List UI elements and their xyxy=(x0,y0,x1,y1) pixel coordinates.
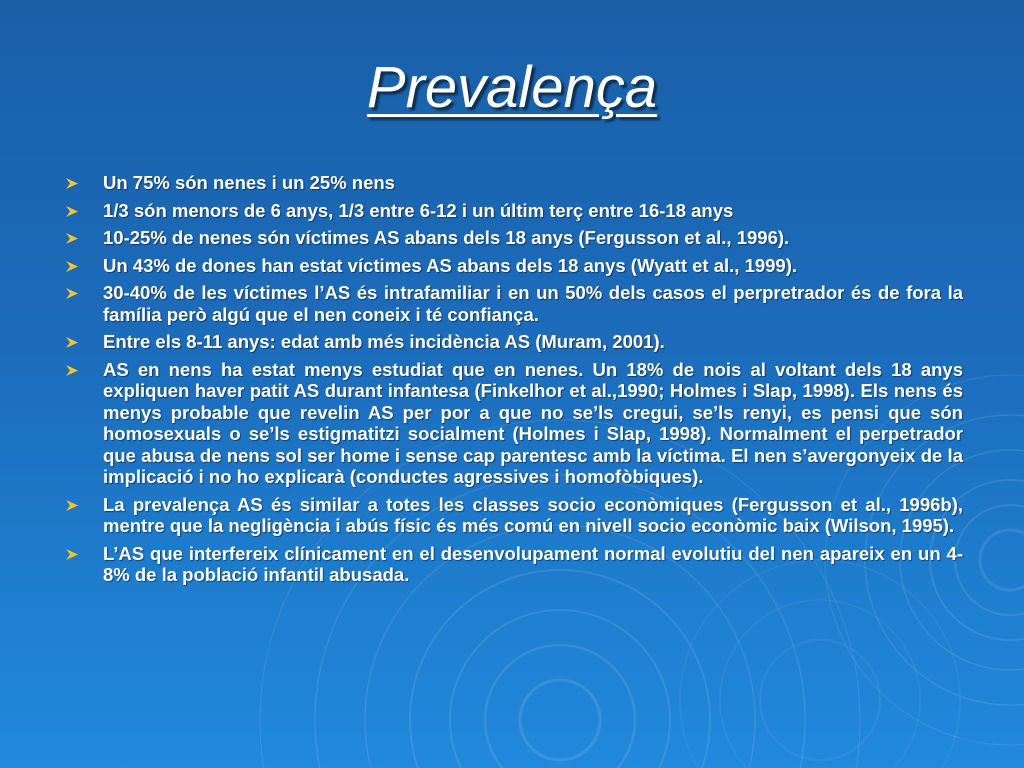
bullet-text: L’AS que interfereix clínicament en el desenvolupament normal evolutiu del nen apareix en un 4-8% de la població infantil abusada. xyxy=(103,542,963,585)
list-item xyxy=(66,543,963,586)
bullet-text: Un 75% són nenes i un 25% nens xyxy=(103,172,395,193)
list-item xyxy=(66,255,963,277)
list-item xyxy=(66,227,963,249)
arrow-right-icon xyxy=(66,206,78,217)
list-item xyxy=(66,282,963,325)
arrow-right-icon xyxy=(66,365,78,376)
bullet-text: 10-25% de nenes són víctimes AS abans dels 18 anys (Fergusson et al., 1996). xyxy=(103,227,790,248)
arrow-right-icon xyxy=(66,178,78,189)
bullet-list xyxy=(66,172,963,592)
bullet-text: 1/3 són menors de 6 anys, 1/3 entre 6-12 i un últim terç entre 16-18 anys xyxy=(103,199,734,221)
bullet-text: Un 43% de dones han estat víctimes AS abans dels 18 anys (Wyatt et al., 1999). xyxy=(103,254,798,276)
list-item xyxy=(66,359,963,488)
list-item xyxy=(66,200,963,222)
arrow-right-icon xyxy=(66,261,78,272)
list-item xyxy=(66,494,963,537)
bullet-text: Entre els 8-11 anys: edat amb més incidència AS (Muram, 2001). xyxy=(103,331,665,352)
slide-title: Prevalença xyxy=(366,55,658,120)
arrow-right-icon xyxy=(66,549,78,560)
bullet-text: 30-40% de les víctimes l’AS és intrafamiliar i en un 50% dels casos el perpretrador és de fora la família però algú que el nen coneix i té confiança. xyxy=(103,282,963,325)
list-item xyxy=(66,172,963,194)
arrow-right-icon xyxy=(66,288,78,299)
arrow-right-icon xyxy=(66,337,78,348)
bullet-text: AS en nens ha estat menys estudiat que en nenes. Un 18% de nois al voltant dels 18 anys expliquen haver patit AS durant infantesa (Finkelhor et al.,1990; Holmes i Slap, 1998). Els nens és menys probable que revelin AS per por a que no se’ls cregui, se’ls renyi, es pensi que són homosexuals o se’ls estigmatitzi socialment (Holmes i Slap, 1998). Normalment el perpetrador que abusa de nens sol ser home i sense cap parentesc amb la víctima. El nen s’avergonyeix de la implicació i no ho explicarà (conductes agressives i homofòbiques). xyxy=(103,358,963,487)
list-item xyxy=(66,331,963,353)
bullet-text: La prevalença AS és similar a totes les classes socio econòmiques (Fergusson et al., 1996b), mentre que la negligència i abús físic és més comú en nivell socio econòmic baix (Wilson, 1995). xyxy=(103,493,963,536)
arrow-right-icon xyxy=(66,233,78,244)
arrow-right-icon xyxy=(66,500,78,511)
